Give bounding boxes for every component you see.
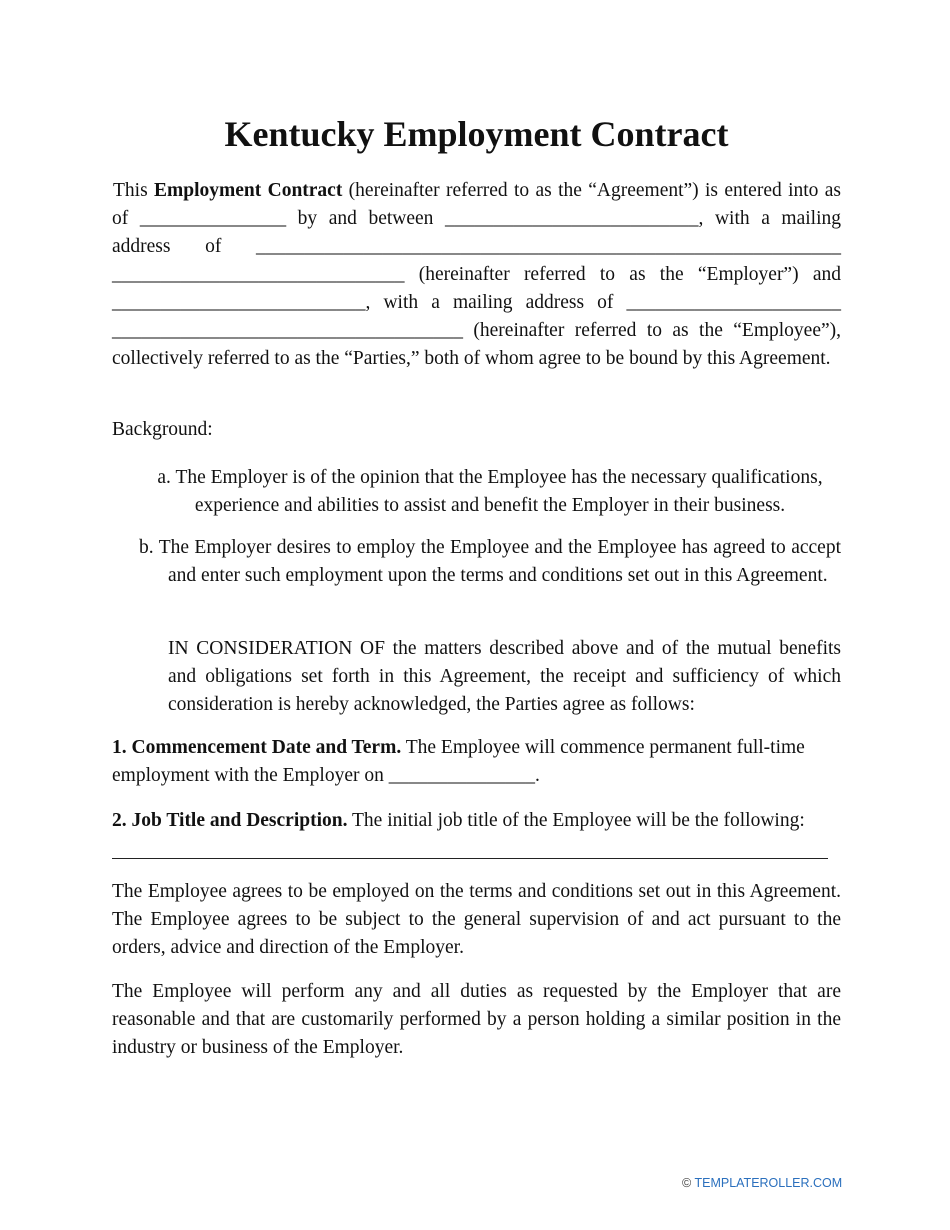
background-item-a: a. The Employer is of the opinion that the Employee has the necessary qualifications, experience and abilities to assist and benefit the Employer in their business. [157, 467, 823, 516]
section-commencement-text: The Employee will commence permanent full-time employment with the Employer on _______________. [112, 737, 805, 786]
duties-paragraph: The Employee will perform any and all duties as requested by the Employer that are reasonable and that are customarily performed by a person holding a similar position in the industry or business of the Employer. [112, 981, 841, 1058]
background-item-b: b. The Employer desires to employ the Employee and the Employee has agreed to accept and enter such employment upon the terms and conditions set out in this Agreement. [139, 537, 841, 586]
section-job-title-text: The initial job title of the Employee will be the following: [347, 810, 805, 831]
job-title-blank-line [112, 858, 828, 859]
copyright-symbol: © [682, 1176, 692, 1190]
brand-link[interactable]: TEMPLATEROLLER.COM [694, 1176, 843, 1190]
intro-text: (hereinafter referred to as the “Agreement”) is entered into as of _______________ by and between __________________________, with a mailing address of ____________________________________________________________ ______________________________ (hereinafter referred to as the “Employer”) and __________________________, with a mailing address of ______________________ ____________________________________ (hereinafter referred to as the “Employee”), collectively referred to as the “Parties,” both of whom agree to be bound by this Agreement. [112, 180, 842, 369]
employment-terms-paragraph: The Employee agrees to be employed on the terms and conditions set out in this Agreement. The Employee agrees to be subject to the general supervision of and act pursuant to the orders, advice and direction of the Employer. [112, 881, 841, 958]
background-label: Background: [112, 419, 213, 440]
consideration-paragraph: IN CONSIDERATION OF the matters described above and of the mutual benefits and obligations set forth in this Agreement, the receipt and sufficiency of which consideration is hereby acknowledged, the Parties agree as follows: [168, 638, 841, 715]
section-job-title [112, 807, 841, 835]
intro-paragraph [112, 177, 841, 373]
document-title: Kentucky Employment Contract [224, 114, 729, 154]
intro-bold-term: Employment Contract [154, 180, 343, 201]
intro-lead: This [113, 180, 155, 201]
footer-brand[interactable] [682, 1176, 842, 1190]
section-job-title-heading: 2. Job Title and Description. [112, 810, 348, 831]
section-commencement [112, 734, 841, 790]
section-commencement-heading: 1. Commencement Date and Term. [112, 737, 402, 758]
